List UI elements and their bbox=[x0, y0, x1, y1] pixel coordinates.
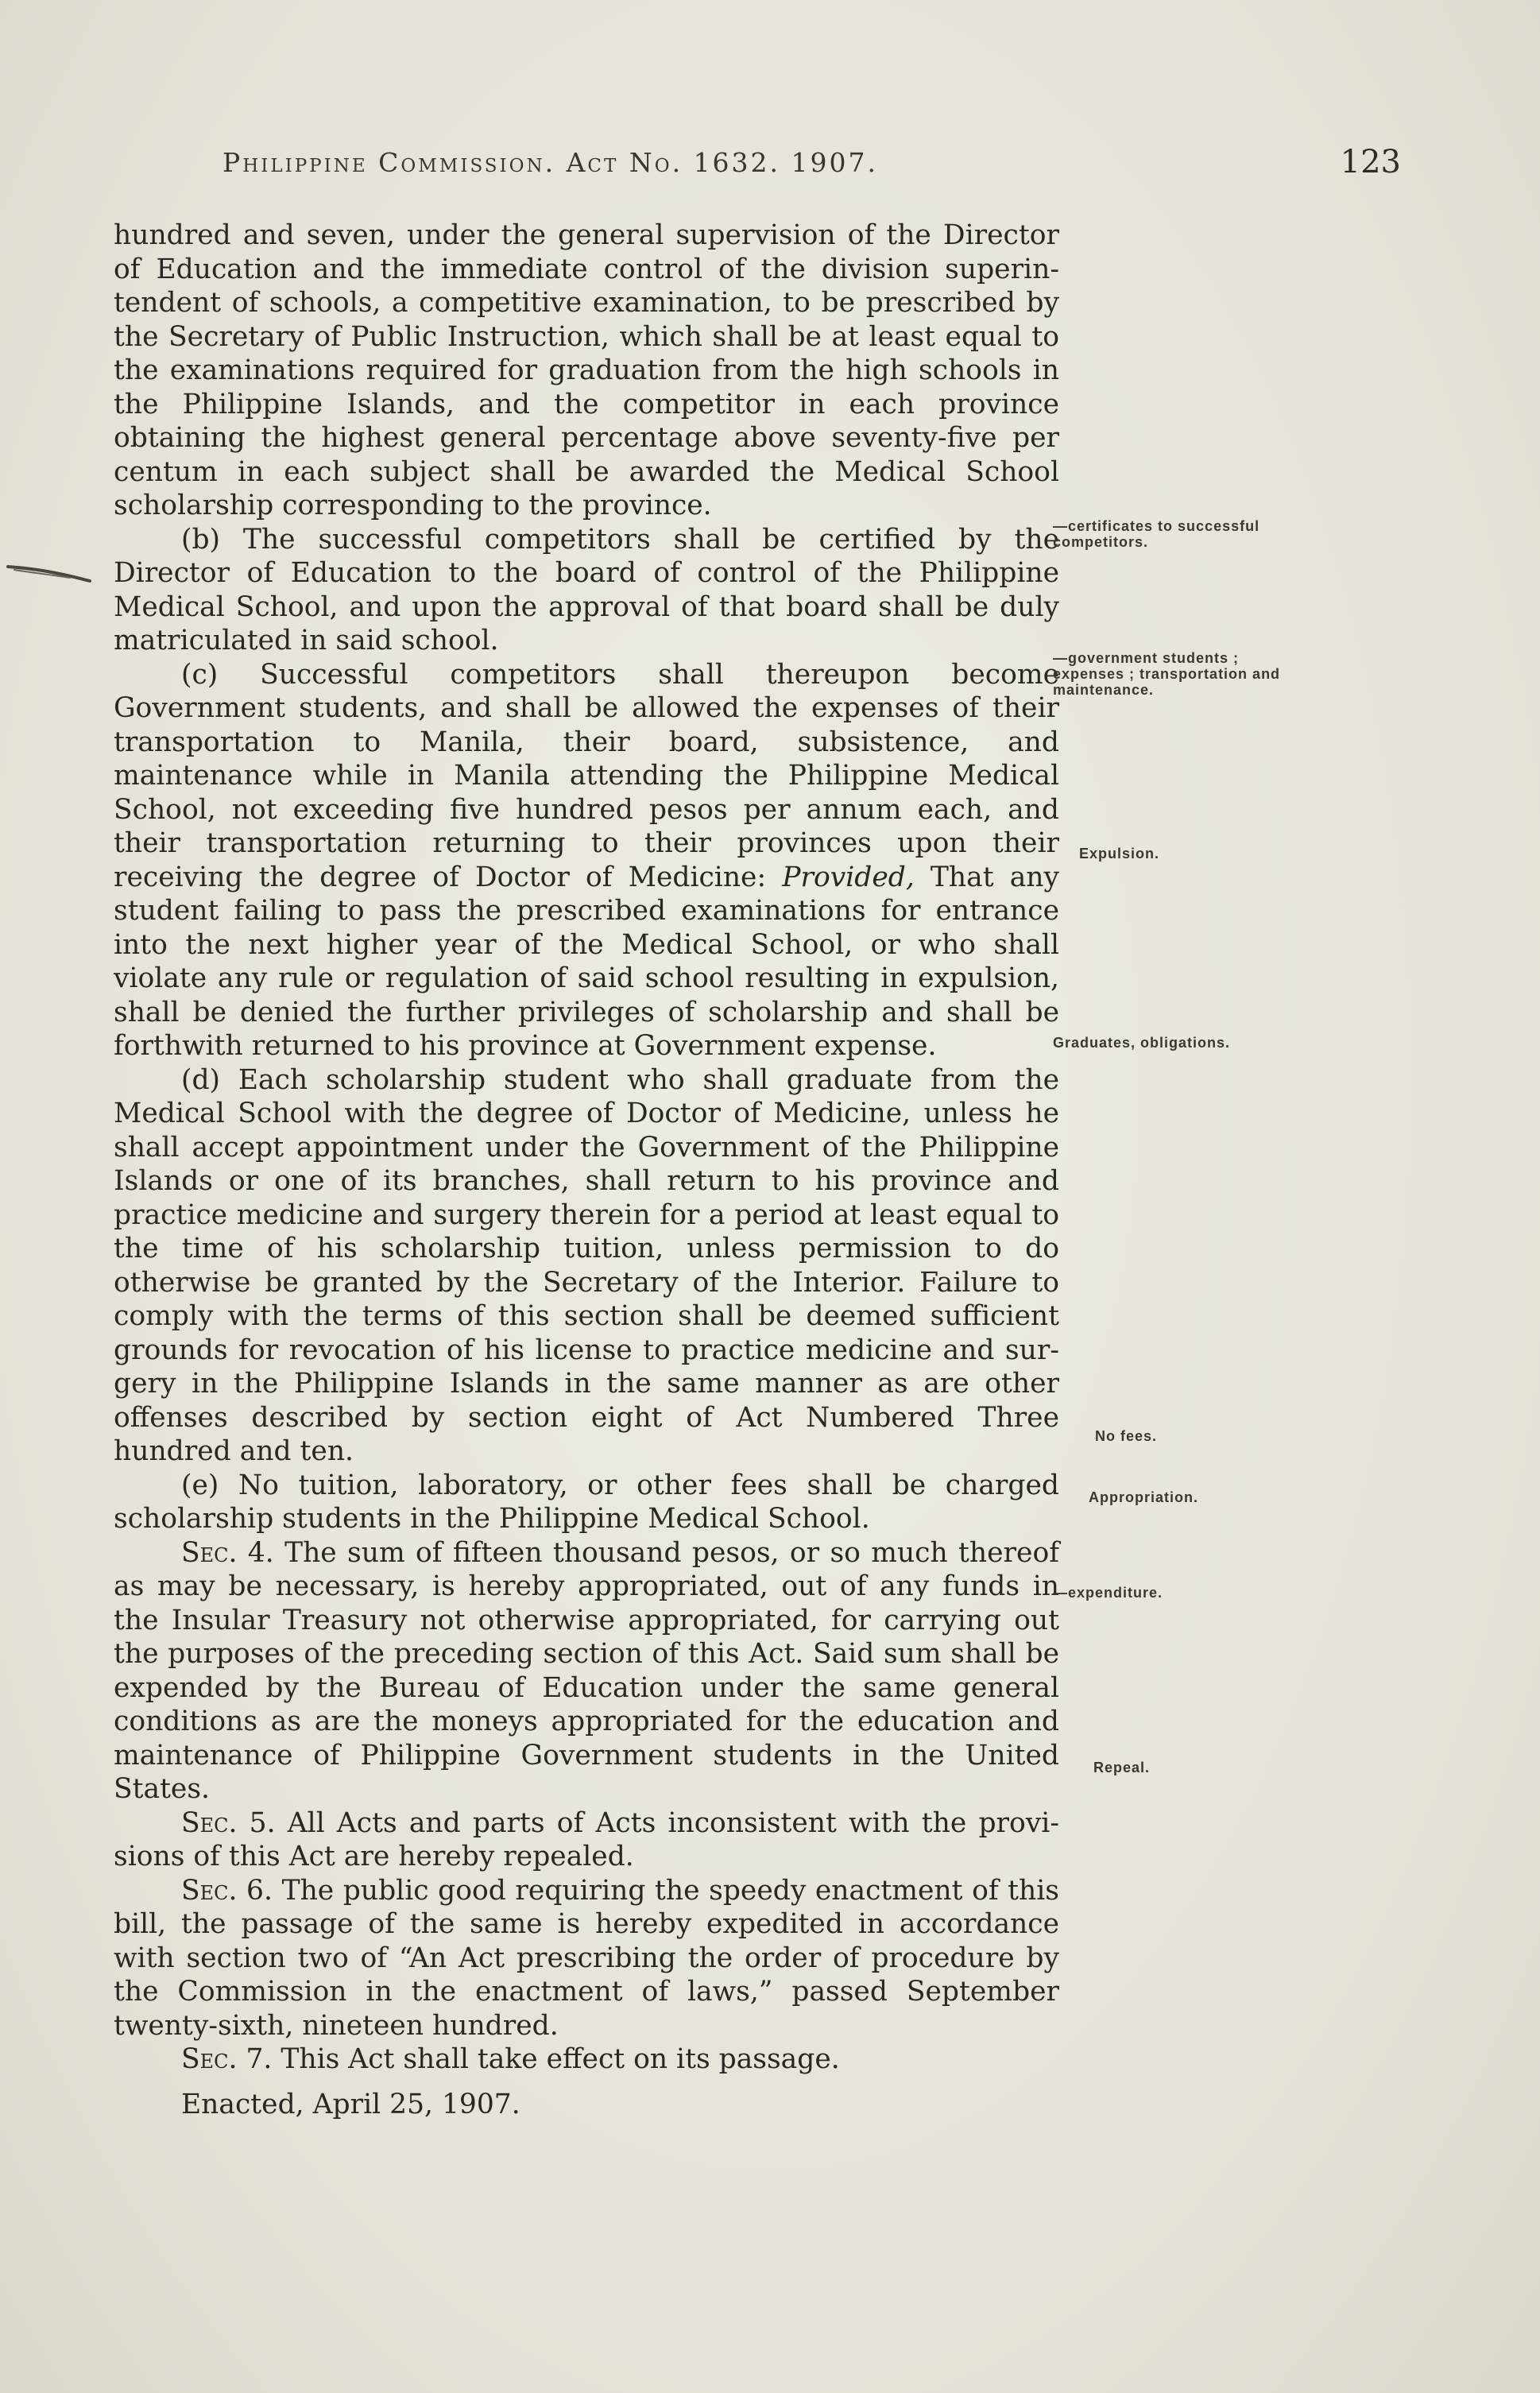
body-text bbox=[114, 219, 1059, 2121]
margin-note-repeal: Repeal. bbox=[1093, 1760, 1151, 1775]
section-7-label: Sec. 7. bbox=[181, 2043, 273, 2075]
section-4 bbox=[114, 1536, 1059, 1806]
section-5-label: Sec. 5. bbox=[181, 1806, 276, 1839]
running-header bbox=[0, 144, 1540, 187]
section-6-text: The public good requiring the speedy enactment of this bill, the passage of the same is hereby expedited in accordance with section two of “An Act prescribing the order of procedure by the Commission in the enactment of laws,” passed September twenty-sixth, nineteen hundred. bbox=[114, 1874, 1060, 2042]
clause-text-d: Each scholarship student who shall graduate from the Medical School with the degree of Doctor of Medicine, unless he shall accept appointment under the Government of the Philippine Islands or one of its branches, shall return to his province and practice medicine and surgery therein for a period at least equal to the time of his scholarship tuition, unless permission to do otherwise be granted by the Secretary of the Interior. Failure to comply with the terms of this section shall be deemed sufficient grounds for revocation of his license to practice medicine and surgery in the Philippine Islands in the same manner as are other offenses described by section eight of Act Numbered Three hundred and ten. bbox=[114, 1063, 1060, 1467]
ink-stroke-mark bbox=[6, 560, 94, 584]
section-4-text: The sum of fifteen thousand pesos, or so much thereof as may be necessary, is hereby appropriated, out of any funds in the Insular Treasury not otherwise appropriated, for carrying out the purposes of the preceding section of this Act. Said sum shall be expended by the Bureau of Education under the same general conditions as are the moneys appropriated for the education and maintenance of Philippine Government students in the United States. bbox=[114, 1536, 1059, 1805]
section-7 bbox=[114, 2043, 1059, 2077]
clause-label-c: (c) bbox=[181, 658, 219, 691]
margin-note-expenditure: —expenditure. bbox=[1053, 1585, 1163, 1601]
running-title: Philippine Commission. Act No. 1632. 1907. bbox=[222, 147, 878, 178]
section-6-label: Sec. 6. bbox=[181, 1874, 273, 1907]
page-number: 123 bbox=[1340, 144, 1401, 180]
clause-text-e: No tuition, laboratory, or other fees shall be charged scholarship students in the Philippine Medical School. bbox=[114, 1469, 1059, 1535]
margin-note-government-students: —government students ; expenses ; transportation and maintenance. bbox=[1053, 650, 1281, 698]
margin-note-certificates: —certificates to successful competitors. bbox=[1053, 518, 1260, 550]
margin-note-expulsion: Expulsion. bbox=[1079, 846, 1160, 862]
section-5-text: All Acts and parts of Acts inconsistent with the provisions of this Act are hereby repealed. bbox=[114, 1806, 1059, 1872]
section-6 bbox=[114, 1874, 1059, 2043]
section-7-text: This Act shall take effect on its passage. bbox=[281, 2043, 840, 2075]
clause-text-b: The successful competitors shall be certified by the Director of Education to the board of control of the Philippine Medical School, and upon the approval of that board shall be duly matriculated in said school. bbox=[114, 523, 1059, 656]
clause-label-d: (d) bbox=[181, 1063, 221, 1096]
paragraph-e bbox=[114, 1469, 1059, 1536]
enacted-date: Enacted, April 25, 1907. bbox=[181, 2088, 520, 2120]
paragraph-continued: hundred and seven, under the general supervision of the Director of Education and the immediate control of the division superintendent of schools, a competitive examination, to be prescribed by the Secretary of Public Instruction, which shall be at least equal to the examinations required for graduation from the high schools in the Philippine Islands, and the competitor in each province obtaining the highest general percentage above seventy-five per centum in each subject shall be awarded the Medical School scholarship corresponding to the province. bbox=[114, 219, 1059, 521]
clause-text-c-part2: That any student failing to pass the prescribed examinations for entrance into the next higher year of the Medical School, or who shall violate any rule or regulation of said school resulting in expulsion, shall be denied the further privileges of scholarship and shall be forthwith returned to his province at Government expense. bbox=[114, 861, 1059, 1062]
paragraph-d bbox=[114, 1063, 1059, 1469]
section-4-label: Sec. 4. bbox=[181, 1536, 274, 1569]
margin-note-graduates: Graduates, obligations. bbox=[1053, 1035, 1231, 1051]
clause-text-c-part1: Successful competitors shall thereupon become Government students, and shall be allowed the expenses of their transportation to Manila, their board, subsistence, and maintenance while in Manila attending the Philippine Medical School, not exceeding five hundred pesos per annum each, and their transportation returning to their provinces upon their receiving the degree of Doctor of Medicine: bbox=[114, 658, 1059, 893]
provided-keyword: Provided, bbox=[782, 861, 915, 893]
paragraph-b bbox=[114, 523, 1059, 658]
clause-label-b: (b) bbox=[181, 523, 221, 556]
margin-note-appropriation: Appropriation. bbox=[1089, 1489, 1198, 1505]
margin-note-no-fees: No fees. bbox=[1095, 1428, 1158, 1444]
paragraph-c bbox=[114, 658, 1059, 1063]
clause-label-e: (e) bbox=[181, 1469, 219, 1501]
section-5 bbox=[114, 1806, 1059, 1874]
